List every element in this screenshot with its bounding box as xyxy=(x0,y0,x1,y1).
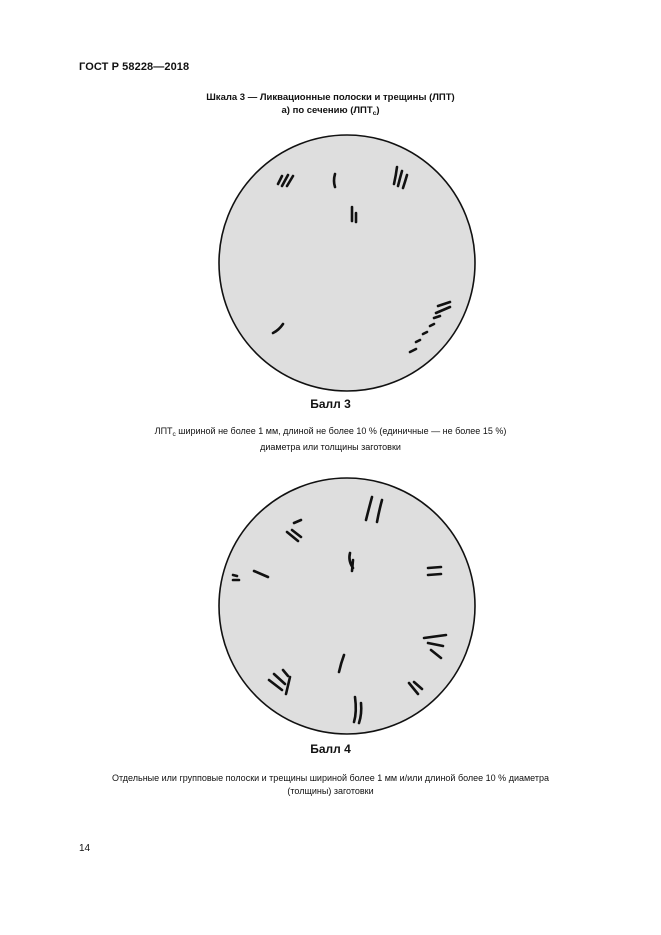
grade3-disc xyxy=(219,135,475,391)
grade4-description xyxy=(0,772,661,798)
grade4-crack-11 xyxy=(428,567,441,568)
grade4-disc xyxy=(219,478,475,734)
grade3-crack-15 xyxy=(423,332,427,334)
grade4-crack-7 xyxy=(352,560,353,571)
grade3-description xyxy=(0,425,661,454)
grade3-crack-14 xyxy=(430,324,434,326)
page-number: 14 xyxy=(79,843,91,854)
grade4-label: Балл 4 xyxy=(310,742,351,756)
grade3-crack-4 xyxy=(334,174,335,187)
grade4-disc-figure xyxy=(219,478,475,734)
grade3-description-line2: диаметра или толщины заготовки xyxy=(260,442,401,452)
grade3-label: Балл 3 xyxy=(310,397,351,411)
grade4-crack-12 xyxy=(428,574,441,575)
grade4-description-line2: (толщины) заготовки xyxy=(287,786,374,796)
scale-title: Шкала 3 — Ликвационные полоски и трещины (ЛПТ) xyxy=(206,92,455,103)
scale-subtitle: а) по сечению $(ЛПТ_с)$ xyxy=(281,105,380,117)
grade4-description-line1: Отдельные или групповые полоски и трещины шириной более 1 мм и/или длиной более 10 % диаметра xyxy=(111,773,549,783)
grade3-disc-figure xyxy=(219,135,475,391)
grade3-crack-16 xyxy=(416,340,420,342)
grade4-crack-9 xyxy=(233,575,237,576)
grade3-description-line1: $ЛПТ_с$ шириной не более 1 мм, длиной не более 10 % (единичные — не более 15 %) xyxy=(154,426,507,438)
document-code: ГОСТ Р 58228—2018 xyxy=(79,61,190,73)
